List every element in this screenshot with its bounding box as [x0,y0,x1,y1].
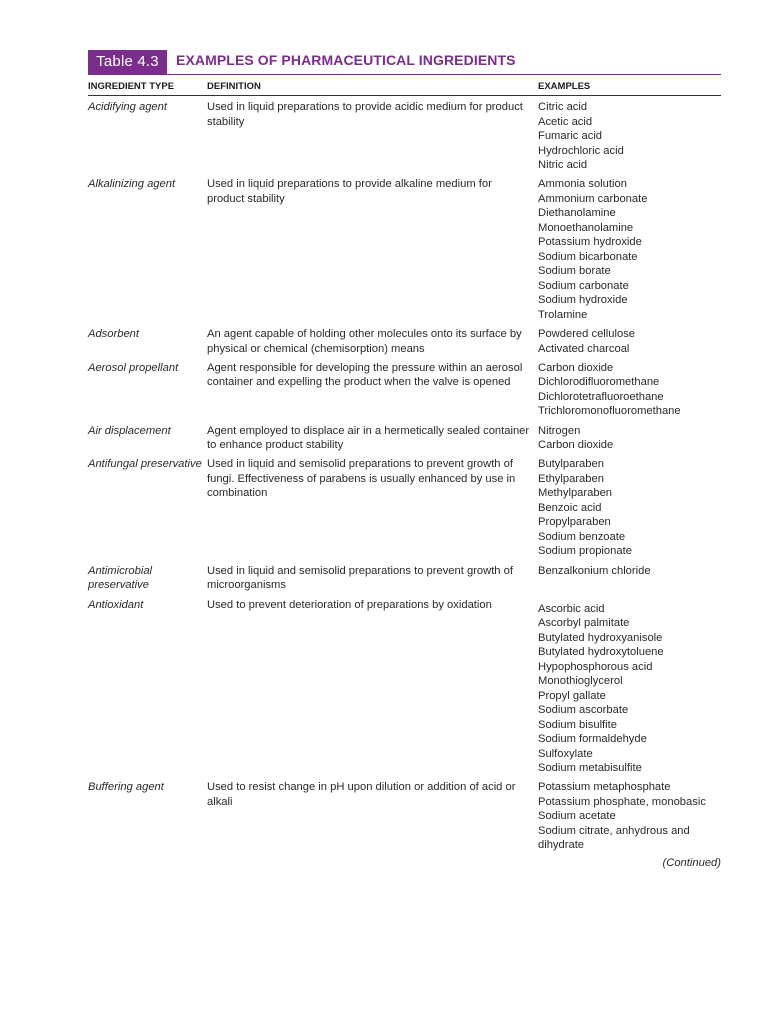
definition-cell: Used in liquid preparations to provide acidic medium for product stability [207,101,523,128]
example-item: Carbon dioxide [538,439,614,452]
table-4-3 [88,50,721,870]
example-item: Sodium hydroxide [538,294,628,307]
example-item: Ethylparaben [538,472,604,485]
ingredient-type-cell: Antimicrobial preservative [88,564,153,592]
example-item: Dichlorotetrafluoroethane [538,390,664,403]
definition-cell: Used in liquid and semisolid preparations to prevent growth of fungi. Effectiveness of parabens is usually enhanced by use in combination [207,458,516,500]
example-item: Sodium ascorbate [538,704,629,717]
ingredient-type-cell: Air displacement [88,424,171,437]
example-item: Diethanolamine [538,207,616,220]
ingredient-type-cell: Alkalinizing agent [88,178,176,191]
examples-cell [538,564,721,593]
definition-cell: Used to prevent deterioration of preparations by oxidation [207,598,492,611]
examples-cell [538,780,721,853]
example-item: Methylparaben [538,487,613,500]
ingredient-type-cell: Adsorbent [88,328,139,341]
example-item: Sodium propionate [538,545,632,558]
example-item: Butylparaben [538,458,604,471]
continued-note: (Continued) [662,856,721,869]
table-row [88,177,721,327]
example-item: Dichlorodifluoromethane [538,376,660,389]
definition-cell: Used in liquid preparations to provide alkaline medium for product stability [207,178,492,205]
ingredient-type-cell: Aerosol propellant [88,361,179,374]
example-item: Monothioglycerol [538,675,623,688]
table-row [88,564,721,598]
example-item: Fumaric acid [538,130,603,142]
example-item: Citric acid [538,101,588,113]
definition-cell: An agent capable of holding other molecules onto its surface by physical or chemical (chemisorption) means [207,328,522,355]
examples-cell [538,100,721,173]
definition-cell: Agent employed to displace air in a hermetically sealed container to enhance product stability [207,424,530,452]
example-item: Benzoic acid [538,501,602,514]
table-row [88,457,721,563]
example-item: Ammonia solution [538,178,627,191]
table-row [88,780,721,857]
examples-cell [538,598,721,776]
example-item: Ammonium carbonate [538,192,648,205]
example-item: Powdered cellulose [538,328,636,341]
example-item: Activated charcoal [538,342,630,355]
example-item: Sodium bisulfite [538,718,617,731]
examples-cell [538,457,721,559]
example-item: Butylated hydroxytoluene [538,646,664,659]
examples-cell [538,361,721,419]
example-item: Monoethanolamine [538,221,634,234]
example-item: Sulfoxylate [538,747,593,760]
examples-cell [538,177,721,322]
examples-cell [538,327,721,356]
example-item: Nitrogen [538,424,581,437]
table-row [88,361,721,424]
table-row [88,598,721,781]
example-item: Ascorbic acid [538,602,605,615]
table-header [88,50,721,75]
table-row [88,424,721,458]
examples-cell [538,424,721,453]
example-item: Sodium formaldehyde [538,733,647,746]
example-item: Sodium benzoate [538,530,626,543]
example-item: Trichloromonofluoromethane [538,405,681,418]
ingredient-type-cell: Antioxidant [88,598,144,611]
example-item: Hydrochloric acid [538,144,624,157]
table-row [88,100,721,177]
column-headers [88,75,721,96]
example-item: Sodium acetate [538,810,616,823]
example-item: Propylparaben [538,516,611,529]
example-item: Sodium borate [538,265,611,278]
example-item: Sodium metabisulfite [538,762,642,775]
column-header-definition: DEFINITION [207,81,261,92]
column-header-examples: EXAMPLES [538,81,591,92]
example-item: Sodium bicarbonate [538,250,638,263]
ingredient-type-cell: Acidifying agent [88,101,167,113]
table-body [88,100,721,858]
column-header-ingredient-type: INGREDIENT TYPE [88,81,175,92]
definition-cell: Used in liquid and semisolid preparations to prevent growth of microorganisms [207,564,513,592]
example-item: Sodium carbonate [538,279,629,292]
example-item: Potassium hydroxide [538,236,642,249]
example-item: Ascorbyl palmitate [538,617,630,630]
ingredient-type-cell: Buffering agent [88,781,164,794]
example-item: Butylated hydroxyanisole [538,631,663,644]
table-row [88,327,721,361]
example-item: Nitric acid [538,159,588,171]
example-item: Benzalkonium chloride [538,564,651,577]
example-item: Hypophosphorous acid [538,660,653,673]
example-item: Potassium metaphosphate [538,781,671,794]
table-title: EXAMPLES OF PHARMACEUTICAL INGREDIENTS [176,52,516,68]
example-item: Sodium citrate, anhydrous and dihydrate [538,824,690,852]
example-item: Propyl gallate [538,689,606,702]
example-item: Potassium phosphate, monobasic [538,795,706,808]
ingredient-type-cell: Antifungal preservative [88,458,202,471]
definition-cell: Agent responsible for developing the pressure within an aerosol container and expelling the product when the valve is opened [207,361,523,389]
example-item: Trolamine [538,308,588,321]
table-number-badge: Table 4.3 [88,50,167,74]
definition-cell: Used to resist change in pH upon dilution or addition of acid or alkali [207,781,516,808]
example-item: Acetic acid [538,115,593,128]
example-item: Carbon dioxide [538,361,614,374]
